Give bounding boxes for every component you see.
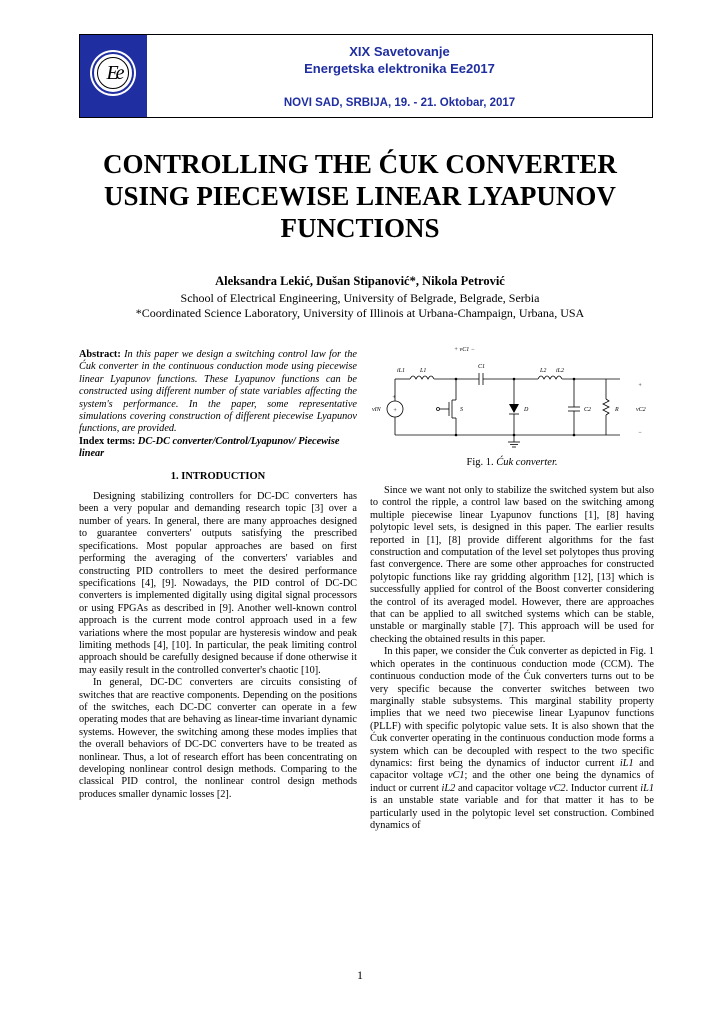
authors: Aleksandra Lekić, Dušan Stipanović*, Nikola Petrović (215, 274, 505, 288)
vc1-label: + vC1 − (454, 347, 475, 353)
vc2-label: vC2 (636, 407, 646, 413)
figure-caption (370, 457, 654, 468)
cuk-converter-circuit-diagram (370, 342, 654, 452)
math-var: iL1 (619, 757, 634, 769)
paper-title (40, 148, 680, 244)
conference-name: Energetska elektronika Ee2017 (304, 61, 495, 76)
conference-logo (80, 35, 147, 117)
left-column (79, 349, 357, 801)
c2-label: C2 (584, 407, 592, 413)
figure-caption-prefix: Fig. 1. (466, 457, 494, 468)
math-var: iL1 (640, 782, 654, 794)
abstract-label: Abstract: (79, 349, 121, 360)
paragraph: In this paper, we consider the Ćuk converter as depicted in Fig. 1 which operates in the continuous conduction mode (CCM). The continuous conduction mode of the Ćuk converters turns out to be very specific because the converter switches between two marginally stable subsystems. This marginal stability property implies that we need two piecewise linear Lyapunov functions (PLLF) with specific polytopic value sets. It is also shown that the Ćuk converter operating in the continuous conduction mode forms a system which can be decoupled with respect to the two specific dynamics: first being the dynamics of inductor current iL1 and capacitor voltage vC1; and the other one being the dynamics of induct or current iL2 and capacitor voltage vC2. Inductor current iL1 is an unstable state variable and for that matter it has to be particularly used in the polytopic level set construction. Combined dynamics of (370, 646, 655, 831)
source-plus-label: + (392, 395, 397, 401)
conference-location-date: NOVI SAD, SRBIJA, 19. - 21. Oktobar, 2017 (283, 97, 516, 109)
r-label: R (615, 407, 619, 413)
math-var: iL2 (441, 782, 456, 794)
math-var: vC1 (447, 770, 465, 782)
l1-label: L1 (420, 368, 427, 374)
math-var: vC2 (548, 782, 566, 794)
title-line: CONTROLLING THE ĆUK CONVERTER (103, 149, 617, 179)
index-terms-label: Index terms: (79, 435, 136, 447)
right-column (370, 485, 654, 832)
conference-header (79, 34, 653, 118)
paragraph: Since we want not only to stabilize the switched system but also to control the ripple, a control law based on the switching among multiple piecewise linear Lyapunov functions [1], [8] having polytopic level sets, is designed in this paper. The earlier results reported in [1], [8] provide different algorithms for the fast construction and computation of the level set polytopes thus proving fast convergence. There are some other approaches for constructed polytopic functions like ray gridding algorithm [12], [13] which is successfully applied for control of the Boost converter considering the control of its averaged model. However, there are approaches that can be applied to all switched systems which can be stable, unstable or marginally stable [7]. This approach will be used for checking the obtained results in this paper. (370, 485, 654, 645)
diode-label: D (524, 407, 529, 413)
abstract (79, 349, 357, 436)
switch-label: S (460, 407, 463, 413)
paragraph: In general, DC-DC converters are circuits consisting of switches that are reactive components. Depending on the positions of the switches, each DC-DC converter can operate in a few operating modes that are behaving as linear-time invariant dynamic systems. However, the switching among these modes implies that the overall behaviors of DC-DC converters have to be treated as nonlinear. Thus, a lot of research effort has been concentrating on developing nonlinear control design methods. Comparing to the classical PID control, the nonlinear control design methods produces smaller dynamic losses [2]. (79, 677, 357, 800)
il2-label: iL2 (556, 368, 565, 374)
l2-label: L2 (540, 368, 547, 374)
conference-title: XIX Savetovanje (349, 44, 450, 59)
logo-lettering: Ee (106, 62, 122, 84)
paragraph: Designing stabilizing controllers for DC-DC converters has been a very popular and demanding research topic [3] over a number of years. In general, there are many approaches designed to guarantee converters' outputs satisfying the prescribed specifications. Most popular approaches are based on first performing the averaging of the converters' variables and constructing PID controllers to meet the desired performance specifications [4], [9]. Nowadays, the PID control of DC-DC converters is implemented digitally using digital signal processors or using FPGAs as described in [9]. Another well-known control approach is the current mode control approach used in a few variations where the most popular are hysteresis window and peak limiting methods [4], [10]. In particular, the peak limiting control approach should be carefully designed because if done otherwise it may easily result in the controlled converter's chaotic [10]. (79, 491, 357, 676)
source-plus-sign: + (393, 408, 398, 414)
title-line: FUNCTIONS (280, 213, 440, 243)
vin-label: vIN (372, 407, 381, 413)
c1-label: C1 (478, 364, 486, 370)
vc2-plus-label: + (638, 383, 643, 389)
abstract-text: In this paper we design a switching control law for the Ćuk converter in the continuous conduction mode using piecewise linear Lyapunov functions. These Lyapunov functions can be constructed using different number of state variables affecting the system's performance. In the paper, some representative simulations covering construction of different piecewise Lyapunov functions, are provided. (79, 349, 358, 435)
affiliation-1: School of Electrical Engineering, University of Belgrade, Belgrade, Serbia (180, 291, 540, 305)
figure-cuk-converter (370, 342, 654, 470)
vc2-minus-label: − (638, 430, 643, 436)
affiliation-2: *Coordinated Science Laboratory, University of Illinois at Urbana-Champaign, Urbana, USA (135, 306, 585, 320)
il1-label: iL1 (397, 368, 406, 374)
index-terms (79, 436, 357, 461)
index-terms-text: DC-DC converter/Control/Lyapunov/ Piecewise linear (79, 435, 340, 460)
title-line: USING PIECEWISE LINEAR LYAPUNOV (104, 181, 616, 211)
section-heading: 1. INTRODUCTION (170, 470, 266, 482)
page-number: 1 (357, 968, 363, 982)
figure-caption-text: Ćuk converter. (496, 457, 558, 468)
